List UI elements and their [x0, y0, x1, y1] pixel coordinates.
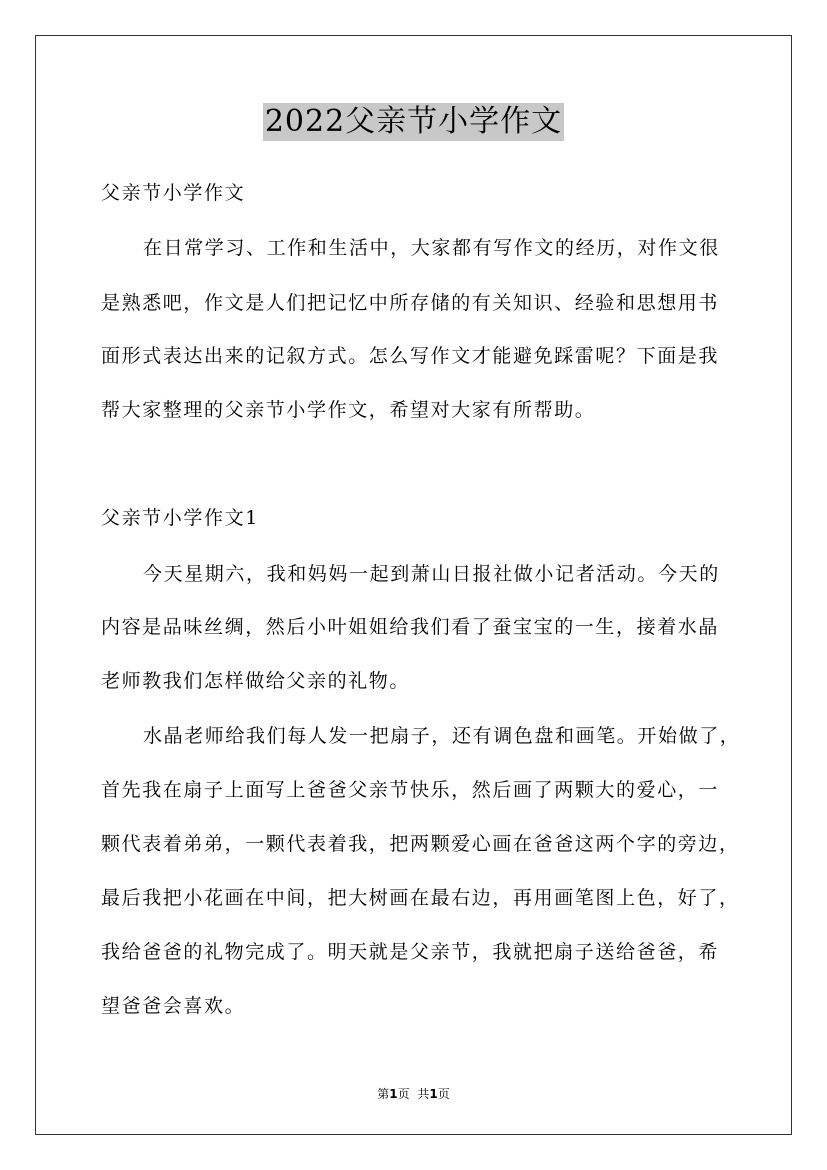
page-footer: [0, 1085, 827, 1102]
paragraph-line: 望爸爸会喜欢。: [101, 995, 246, 1017]
page-suffix: 页: [397, 1087, 410, 1101]
paragraph-line: 最后我把小花画在中间，把大树画在最右边，再用画笔图上色，好了，: [101, 887, 740, 909]
section-heading: 父亲节小学作文: [101, 182, 246, 204]
page-prefix: 第: [377, 1087, 390, 1101]
paragraph-line: 今天星期六，我和妈妈一起到萧山日报社做小记者活动。今天的: [143, 563, 720, 585]
total-suffix: 页: [437, 1087, 450, 1101]
paragraph-line: 我给爸爸的礼物完成了。明天就是父亲节，我就把扇子送给爸爸，希: [101, 941, 720, 963]
paragraph-line: 帮大家整理的父亲节小学作文，希望对大家有所帮助。: [101, 399, 596, 421]
total-prefix: 共: [417, 1087, 430, 1101]
paragraph-line: 水晶老师给我们每人发一把扇子，还有调色盘和画笔。开始做了，: [143, 725, 741, 747]
paragraph-line: 首先我在扇子上面写上爸爸父亲节快乐，然后画了两颗大的爱心，一: [101, 779, 720, 801]
paragraph-line: 颗代表着弟弟，一颗代表着我，把两颗爱心画在爸爸这两个字的旁边，: [101, 833, 740, 855]
total-pages: 1: [429, 1087, 438, 1101]
paragraph-line: 是熟悉吧，作文是人们把记忆中所存储的有关知识、经验和思想用书: [101, 292, 720, 314]
page-number: 1: [389, 1087, 398, 1101]
paragraph-line: 面形式表达出来的记叙方式。怎么写作文才能避免踩雷呢？下面是我: [101, 345, 720, 367]
section-heading: 父亲节小学作文1: [101, 507, 259, 529]
paragraph-line: 内容是品味丝绸，然后小叶姐姐给我们看了蚕宝宝的一生，接着水晶: [101, 616, 720, 638]
document-title: 2022父亲节小学作文: [264, 104, 563, 139]
paragraph-line: 在日常学习、工作和生活中，大家都有写作文的经历，对作文很: [143, 237, 720, 259]
title-container: [0, 103, 827, 141]
paragraph-line: 老师教我们怎样做给父亲的礼物。: [101, 670, 411, 692]
